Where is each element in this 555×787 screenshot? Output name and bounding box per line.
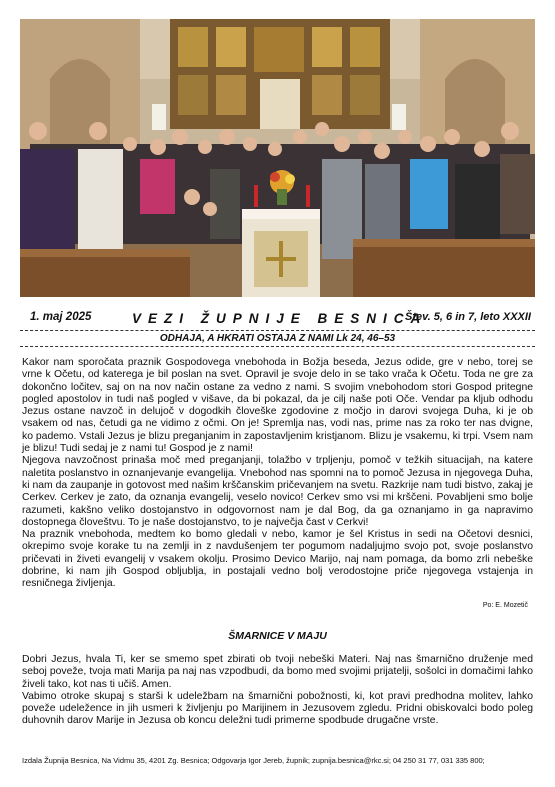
paragraph: Na praznik vnebohoda, medtem ko bomo gledali v nebo, kamor je šel Kristus in sedi na Očetovi desnici, okrepimo svoje korake tu na zemlji in z navdušenjem ter pogumom nadaljujmo svojo pot, svoje poslanstvo pričevati in živeti evangelij v vsakem okolju. Prosimo Devico Marijo, naj nam pomaga, da bomo zrli nebeške dobrine, ki nam jih Gospod obljublja, in postajali vedno bolj verodostojne priče njegovega vstajenja in resničnega življenja. (22, 529, 533, 590)
section-body (22, 654, 533, 728)
publisher-footer: Izdala Župnija Besnica, Na Vidmu 35, 4201 Zg. Besnica; Odgovarja Igor Jereb, župnik; zupnija.besnica@rkc.si; 04 250 31 77, 031 335 800; (22, 756, 485, 765)
article-body (22, 357, 533, 609)
masthead-divider (20, 330, 535, 331)
heading-divider (20, 346, 535, 347)
masthead (20, 311, 535, 329)
paragraph: Kakor nam sporočata praznik Gospodovega vnebohoda in Božja beseda, Jezus odide, gre v nebo, torej se vrne k Očetu, od katerega je bil poslan na svet. Opravil je svoje delo in se tako vrača k Očetu. Toda ne gre za dokončno ločitev, saj on na nov način ostane za vedno z nami. S svojim vnebohodom stori Gospod pritegne pogled apostolov in tudi naš pogled v višave, da bi pokazal, da je cilj naše poti Oče. Vendar pa kljub odhodu Jezus ostane navzoč in delujoč v dogodkih človeške zgodovine z močjo in darovi svojega Duha, ki je ob vsakem od nas, četudi ga ne vidimo z očmi. On je! Spremlja nas, vodi nas, prime nas za roko ter nas dvigne, ko pademo. Vstali Jezus je blizu preganjanim in zapostavljenim kristjanom. Blizu je vsakemu, ki trpi. Vsem nam je blizu! Tudi sedaj je z nami tu! Gospod je z nami! (22, 357, 533, 455)
paragraph: Dobri Jezus, hvala Ti, ker se smemo spet zbirati ob tvoji nebeški Materi. Naj nas šmarnično druženje med seboj poveže, tvoja mati Marija pa naj nas vzpodbudi, da bomo med svojimi prijatelji, sošolci in domačimi lahko živeli tako, kot nas ti učiš. Amen. (22, 654, 533, 690)
author-credit: Po: E. Mozetič (482, 602, 528, 609)
church-group-photo (20, 19, 535, 297)
paragraph: Vabimo otroke skupaj s starši k udeležbam na šmarnični pobožnosti, ki, kot pravi predhodna molitev, lahko poveže udeležence in jih usmeri k življenju po Marijinem in Jezusovem zgledu. Pridni obiskovalci bodo poleg duhovnih darov Marije in Jezusa ob koncu deležni tudi primerne spodbude drugačne vrste. (22, 690, 533, 727)
issue-number: Štev. 5, 6 in 7, leto XXXII (405, 311, 531, 323)
issue-date: 1. maj 2025 (30, 311, 92, 323)
newsletter-title: VEZI ŽUPNIJE BESNICA (132, 311, 428, 326)
article-heading: ODHAJA, A HKRATI OSTAJA Z NAMI Lk 24, 46–53 (159, 333, 396, 344)
section-heading: ŠMARNICE V MAJU (228, 630, 327, 642)
paragraph: Njegova navzočnost prinaša moč med preganjanji, tolažbo v trpljenju, pomoč v težkih situacijah, na katere naletita poslanstvo in oznanjevanje evangelija. Vnebohod nas spomni na to pomoč Jezusa in njegovega Duha, ki nam da zaupanje in gotovost med našim krščanskim pričevanjem na svetu. Razkrije nam tudi bistvo, zakaj je Cerkev. Cerkev je zato, da oznanja evangelij, veselo novico! Cerkev smo vsi mi krščeni. Povabljeni smo bolje razumeti, kakšno veliko dostojanstvo in odgovornost nam je dal Bog, da ga oznanjamo in ga napravimo dostopnega človeštvu. To je naše dostojanstvo, to je največja čast v Cerkvi! (22, 455, 533, 528)
